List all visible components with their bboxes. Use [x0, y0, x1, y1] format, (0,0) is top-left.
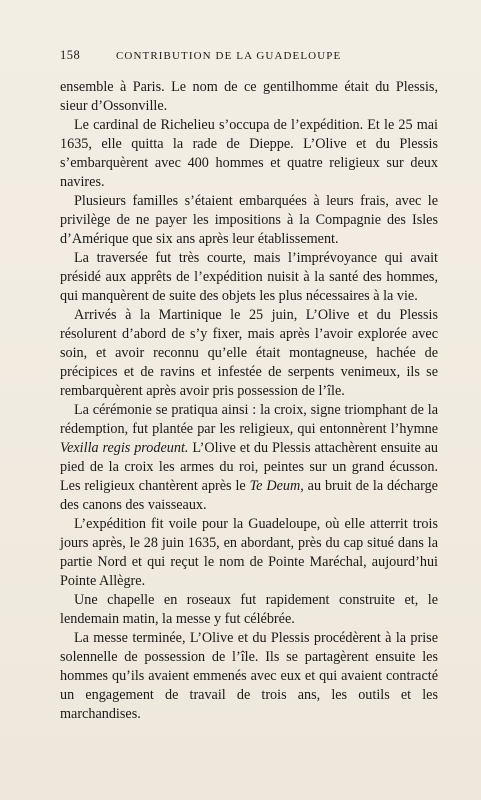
running-head: CONTRIBUTION DE LA GUADELOUPE	[116, 50, 342, 62]
text-run: La cérémonie se pratiqua ainsi : la croix, signe triomphant de la rédemption, fut plantée par les religieux, qui entonnèrent l’hymne	[60, 402, 438, 437]
text-run: au bruit de la décharge des canons des vaisseaux.	[60, 478, 438, 513]
paragraph: Arrivés à la Martinique le 25 juin, L’Olive et du Plessis résolurent d’abord de s’y fixer, mais après l’avoir explorée avec soin, et avoir reconnu qu’elle était montagneuse, hachée de précipices et de ravins et infestée de serpents venimeux, ils se rembarquèrent après avoir pris possession de l’île.	[60, 307, 438, 399]
italic-te-deum: Te Deum,	[249, 478, 304, 494]
paragraph-ceremony	[60, 401, 438, 515]
paragraph: L’expédition fit voile pour la Guadeloupe, où elle atterrit trois jours après, le 28 juin 1635, en abordant, près du cap situé dans la partie Nord et qui reçut le nom de Pointe Maréchal, aujourd’hui Pointe Allègre.	[60, 516, 438, 589]
paragraph: Une chapelle en roseaux fut rapidement construite et, le lendemain matin, la messe y fut célébrée.	[60, 592, 438, 627]
paragraph: La messe terminée, L’Olive et du Plessis procédèrent à la prise solennelle de possession de l’île. Ils se partagèrent ensuite les hommes qu’ils avaient emmenés avec eux et qui avaient contracté un engagement de travail de trois ans, les outils et les marchandises.	[60, 630, 438, 722]
body-text	[60, 78, 438, 724]
paragraph-continuation: ensemble à Paris. Le nom de ce gentilhomme était du Plessis, sieur d’Ossonville.	[60, 79, 438, 114]
italic-hymn-title: Vexilla regis prodeunt.	[60, 440, 189, 456]
page-number: 158	[60, 48, 81, 62]
paragraph: Plusieurs familles s’étaient embarquées à leurs frais, avec le privilège de ne payer les impositions à la Compagnie des Isles d’Amérique que six ans après leur établissement.	[60, 193, 438, 247]
paragraph: La traversée fut très courte, mais l’imprévoyance qui avait présidé aux apprêts de l’expédition nuisit à la santé des hommes, qui manquèrent de suite des objets les plus nécessaires à la vie.	[60, 250, 438, 304]
page-header	[60, 47, 438, 64]
text-run: L’Olive et du Plessis attachèrent ensuite au pied de la croix les armes du roi, peintes sur un grand écusson. Les religieux chantèrent après le	[60, 440, 439, 494]
paragraph: Le cardinal de Richelieu s’occupa de l’expédition. Et le 25 mai 1635, elle quitta la rade de Dieppe. L’Olive et du Plessis s’embarquèrent avec 400 hommes et quatre religieux sur deux navires.	[60, 117, 438, 190]
